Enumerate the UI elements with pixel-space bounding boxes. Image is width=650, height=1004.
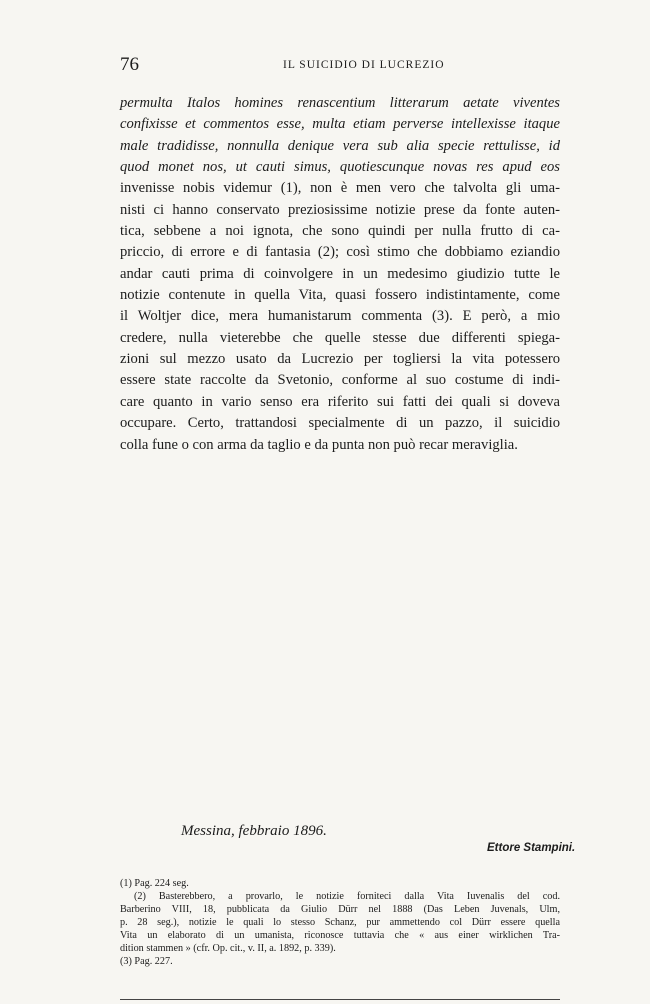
footnote-line: Barberino VIII, 18, pubblicata da Giulio Dürr nel 1888 (Das Leben Juvenals, Ulm, <box>120 904 560 915</box>
page-number: 76 <box>120 54 139 75</box>
author-signature: Ettore Stampini. <box>487 842 576 854</box>
text-line: colla fune o con arma da taglio e da punta non può recar meraviglia. <box>120 436 518 453</box>
footnote-line: p. 28 seg.), notizie le quali lo stesso Schanz, pur ammettendo col Dürr essere quella <box>120 917 560 928</box>
footnotes <box>120 877 560 968</box>
text-line: confixisse et commentos esse, multa etiam perverse intellexisse itaque <box>120 116 560 133</box>
body-text <box>120 93 560 456</box>
text-line: zioni sul mezzo usato da Lucrezio per togliersi la vita potessero <box>120 351 560 368</box>
footnote-line: (2) Basterebbero, a provarlo, le notizie forniteci dalla Vita Iuvenalis del cod. <box>134 891 560 902</box>
text-line: nisti ci hanno conservato preziosissime notizie prese da fonte auten- <box>120 201 560 218</box>
footnote-line: (3) Pag. 227. <box>120 956 173 967</box>
text-line: occupare. Certo, trattandosi specialmente di un pazzo, il suicidio <box>120 415 560 432</box>
section-divider <box>120 999 560 1000</box>
text-line: tica, sebbene a noi ignota, che sono quindi per nulla frutto di ca- <box>120 223 560 240</box>
text-line: care quanto in vario senso era riferito sui fatti dei quali si doveva <box>120 393 560 410</box>
text-line: credere, nulla vieterebbe che quelle stesse due differenti spiega- <box>120 329 560 346</box>
text-line: invenisse nobis videmur (1), non è men vero che talvolta gli uma- <box>120 180 560 197</box>
running-title: IL SUICIDIO DI LUCREZIO <box>283 59 445 71</box>
footnote-line: dition stammen » (cfr. Op. cit., v. II, a. 1892, p. 339). <box>120 943 336 954</box>
text-line: il Woltjer dice, mera humanistarum commenta (3). E però, a mio <box>120 308 560 325</box>
text-line: priccio, di errore e di fantasia (2); così stimo che dobbiamo eziandio <box>120 244 560 261</box>
text-line: quod monet nos, ut cauti simus, quotiescunque novas res apud eos <box>120 159 560 176</box>
text-line: andar cauti prima di coinvolgere in un medesimo giudizio tutte le <box>120 265 560 282</box>
text-line: male tradidisse, nonnulla denique vera sub alia specie rettulisse, id <box>120 137 560 154</box>
text-line: permulta Italos homines renascentium litterarum aetate viventes <box>120 95 560 111</box>
text-line: essere state raccolte da Svetonio, conforme al suo costume di indi- <box>120 372 560 389</box>
text-line: notizie contenute in quella Vita, quasi fossero indistintamente, come <box>120 287 560 304</box>
place-date: Messina, febbraio 1896. <box>181 823 327 839</box>
footnote-line: (1) Pag. 224 seg. <box>120 878 189 889</box>
footnote-line: Vita un elaborato di un umanista, riconosce tuttavia che « aus einer wirklichen Tra- <box>120 930 560 941</box>
